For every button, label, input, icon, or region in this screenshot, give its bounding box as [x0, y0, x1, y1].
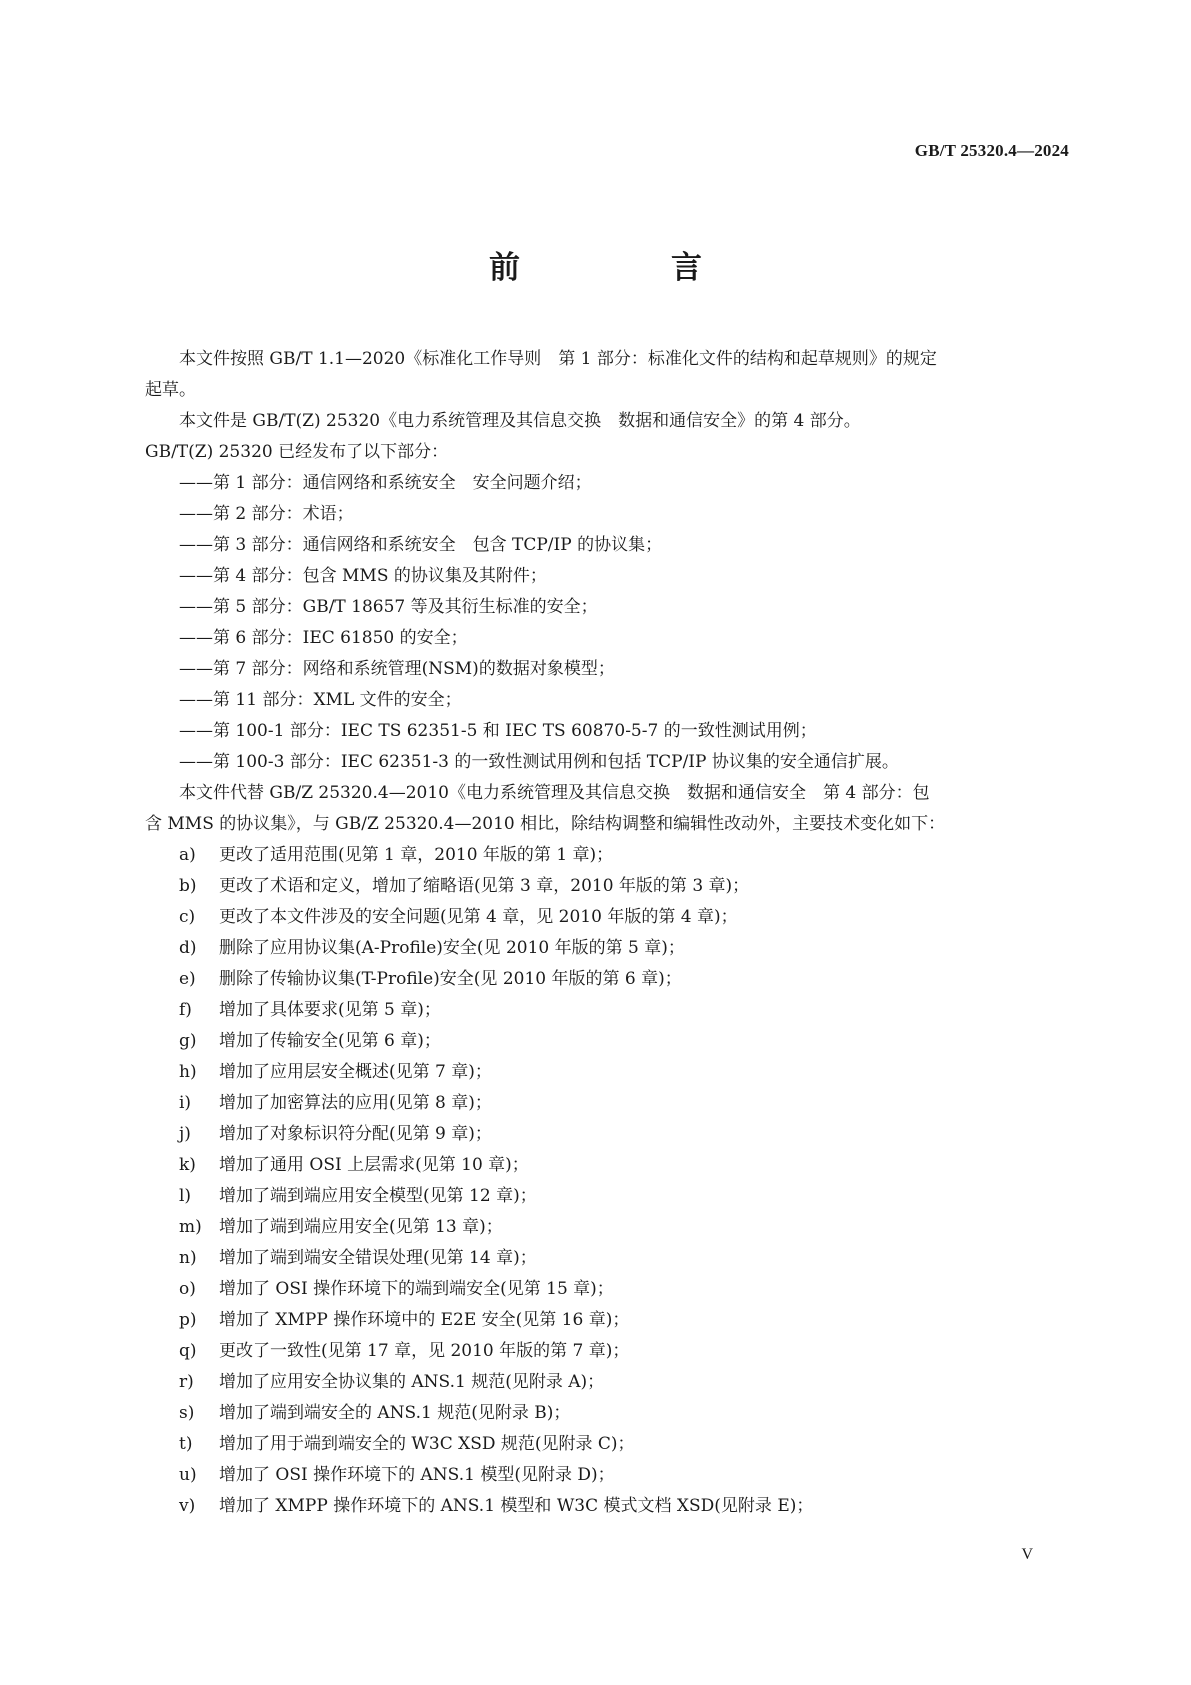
list-item: [145, 1057, 1070, 1088]
list-marker: h): [179, 1062, 197, 1082]
list-item: [145, 1429, 1070, 1460]
list-marker: c): [179, 907, 196, 927]
list-item: [145, 995, 1070, 1026]
list-text: 更改了一致性(见第 17 章，见 2010 年版的第 7 章)；: [219, 1341, 630, 1361]
list-item: ——第 4 部分：包含 MMS 的协议集及其附件；: [179, 566, 547, 586]
list-marker: k): [179, 1155, 196, 1175]
list-text: 增加了端到端安全的 ANS.1 规范(见附录 B)；: [219, 1403, 571, 1423]
list-item: [145, 1491, 1070, 1522]
list-text: 增加了 XMPP 操作环境下的 ANS.1 模型和 W3C 模式文档 XSD(见附录 E)；: [219, 1496, 814, 1516]
list-item: [145, 902, 1070, 933]
page-title: 前 言: [489, 250, 762, 286]
list-marker: d): [179, 938, 197, 958]
list-item: [145, 840, 1070, 871]
list-text: 增加了 OSI 操作环境下的端到端安全(见第 15 章)；: [219, 1279, 614, 1299]
standard-code: GB/T 25320.4—2024: [914, 141, 1069, 160]
paragraph-drafting-basis: 本文件按照 GB/T 1.1—2020《标准化工作导则 第 1 部分：标准化文件的结构和起草规则》的规定: [179, 349, 937, 369]
list-text: 增加了用于端到端安全的 W3C XSD 规范(见附录 C)；: [219, 1434, 635, 1454]
list-item: ——第 3 部分：通信网络和系统安全 包含 TCP/IP 的协议集；: [179, 535, 663, 555]
list-item: [145, 1243, 1070, 1274]
list-marker: u): [179, 1465, 197, 1485]
list-text: 增加了通用 OSI 上层需求(见第 10 章)；: [219, 1155, 529, 1175]
paragraph-part-info-cont: GB/T(Z) 25320 已经发布了以下部分：: [145, 442, 449, 462]
list-item: [145, 1336, 1070, 1367]
document-body: [145, 344, 1070, 1522]
list-text: 增加了 OSI 操作环境下的 ANS.1 模型(见附录 D)；: [219, 1465, 615, 1485]
list-marker: e): [179, 969, 196, 989]
list-item: ——第 11 部分：XML 文件的安全；: [179, 690, 462, 710]
list-item: ——第 2 部分：术语；: [179, 504, 354, 524]
list-item: [145, 1398, 1070, 1429]
list-item: [145, 871, 1070, 902]
list-text: 增加了应用安全协议集的 ANS.1 规范(见附录 A)；: [219, 1372, 605, 1392]
list-text: 增加了具体要求(见第 5 章)；: [219, 1000, 441, 1020]
list-text: 增加了传输安全(见第 6 章)；: [219, 1031, 441, 1051]
list-item: [145, 1460, 1070, 1491]
list-item: ——第 5 部分：GB/T 18657 等及其衍生标准的安全；: [179, 597, 598, 617]
changes-list: [145, 840, 1070, 1522]
list-marker: t): [179, 1434, 193, 1454]
list-item: [145, 1088, 1070, 1119]
list-text: 更改了术语和定义，增加了缩略语(见第 3 章，2010 年版的第 3 章)；: [219, 876, 750, 896]
list-item: [145, 1119, 1070, 1150]
list-item: [145, 1212, 1070, 1243]
list-item: [145, 1274, 1070, 1305]
list-marker: g): [179, 1031, 197, 1051]
parts-list: [145, 468, 1070, 778]
list-marker: f): [179, 1000, 192, 1020]
list-marker: s): [179, 1403, 195, 1423]
list-marker: i): [179, 1093, 192, 1113]
list-item: [145, 1181, 1070, 1212]
paragraph-drafting-basis-cont: 起草。: [145, 380, 196, 400]
list-marker: p): [179, 1310, 197, 1330]
list-marker: b): [179, 876, 197, 896]
list-marker: a): [179, 845, 196, 865]
list-text: 更改了适用范围(见第 1 章，2010 年版的第 1 章)；: [219, 845, 614, 865]
list-text: 删除了传输协议集(T-Profile)安全(见 2010 年版的第 6 章)；: [219, 969, 682, 989]
list-marker: n): [179, 1248, 197, 1268]
list-marker: m): [179, 1217, 202, 1237]
list-text: 增加了 XMPP 操作环境中的 E2E 安全(见第 16 章)；: [219, 1310, 630, 1330]
page-number: V: [1021, 1546, 1033, 1563]
list-item: [145, 1367, 1070, 1398]
list-item: [145, 933, 1070, 964]
list-marker: q): [179, 1341, 197, 1361]
list-marker: v): [179, 1496, 196, 1516]
list-item: [145, 1305, 1070, 1336]
list-item: ——第 1 部分：通信网络和系统安全 安全问题介绍；: [179, 473, 592, 493]
paragraph-replacement: 本文件代替 GB/Z 25320.4—2010《电力系统管理及其信息交换 数据和通信安全 第 4 部分：包: [179, 783, 930, 803]
list-marker: r): [179, 1372, 194, 1392]
list-text: 增加了对象标识符分配(见第 9 章)；: [219, 1124, 492, 1144]
list-item: [145, 964, 1070, 995]
list-text: 增加了端到端应用安全(见第 13 章)；: [219, 1217, 503, 1237]
paragraph-part-info: 本文件是 GB/T(Z) 25320《电力系统管理及其信息交换 数据和通信安全》的第 4 部分。: [179, 411, 861, 431]
list-text: 增加了应用层安全概述(见第 7 章)；: [219, 1062, 492, 1082]
list-item: ——第 100-1 部分：IEC TS 62351-5 和 IEC TS 60870-5-7 的一致性测试用例；: [179, 721, 817, 741]
list-item: [145, 1026, 1070, 1057]
list-text: 增加了加密算法的应用(见第 8 章)；: [219, 1093, 492, 1113]
list-text: 增加了端到端安全错误处理(见第 14 章)；: [219, 1248, 537, 1268]
list-text: 更改了本文件涉及的安全问题(见第 4 章，见 2010 年版的第 4 章)；: [219, 907, 738, 927]
list-marker: j): [179, 1124, 191, 1144]
list-item: ——第 6 部分：IEC 61850 的安全；: [179, 628, 468, 648]
list-item: [145, 1150, 1070, 1181]
list-marker: l): [179, 1186, 192, 1206]
list-item: ——第 7 部分：网络和系统管理(NSM)的数据对象模型；: [179, 659, 615, 679]
paragraph-replacement-cont: 含 MMS 的协议集》，与 GB/Z 25320.4—2010 相比，除结构调整和编辑性改动外，主要技术变化如下：: [145, 814, 946, 834]
list-text: 增加了端到端应用安全模型(见第 12 章)；: [219, 1186, 537, 1206]
list-item: ——第 100-3 部分：IEC 62351-3 的一致性测试用例和包括 TCP/IP 协议集的安全通信扩展。: [179, 752, 899, 772]
list-marker: o): [179, 1279, 196, 1299]
list-text: 删除了应用协议集(A-Profile)安全(见 2010 年版的第 5 章)；: [219, 938, 685, 958]
